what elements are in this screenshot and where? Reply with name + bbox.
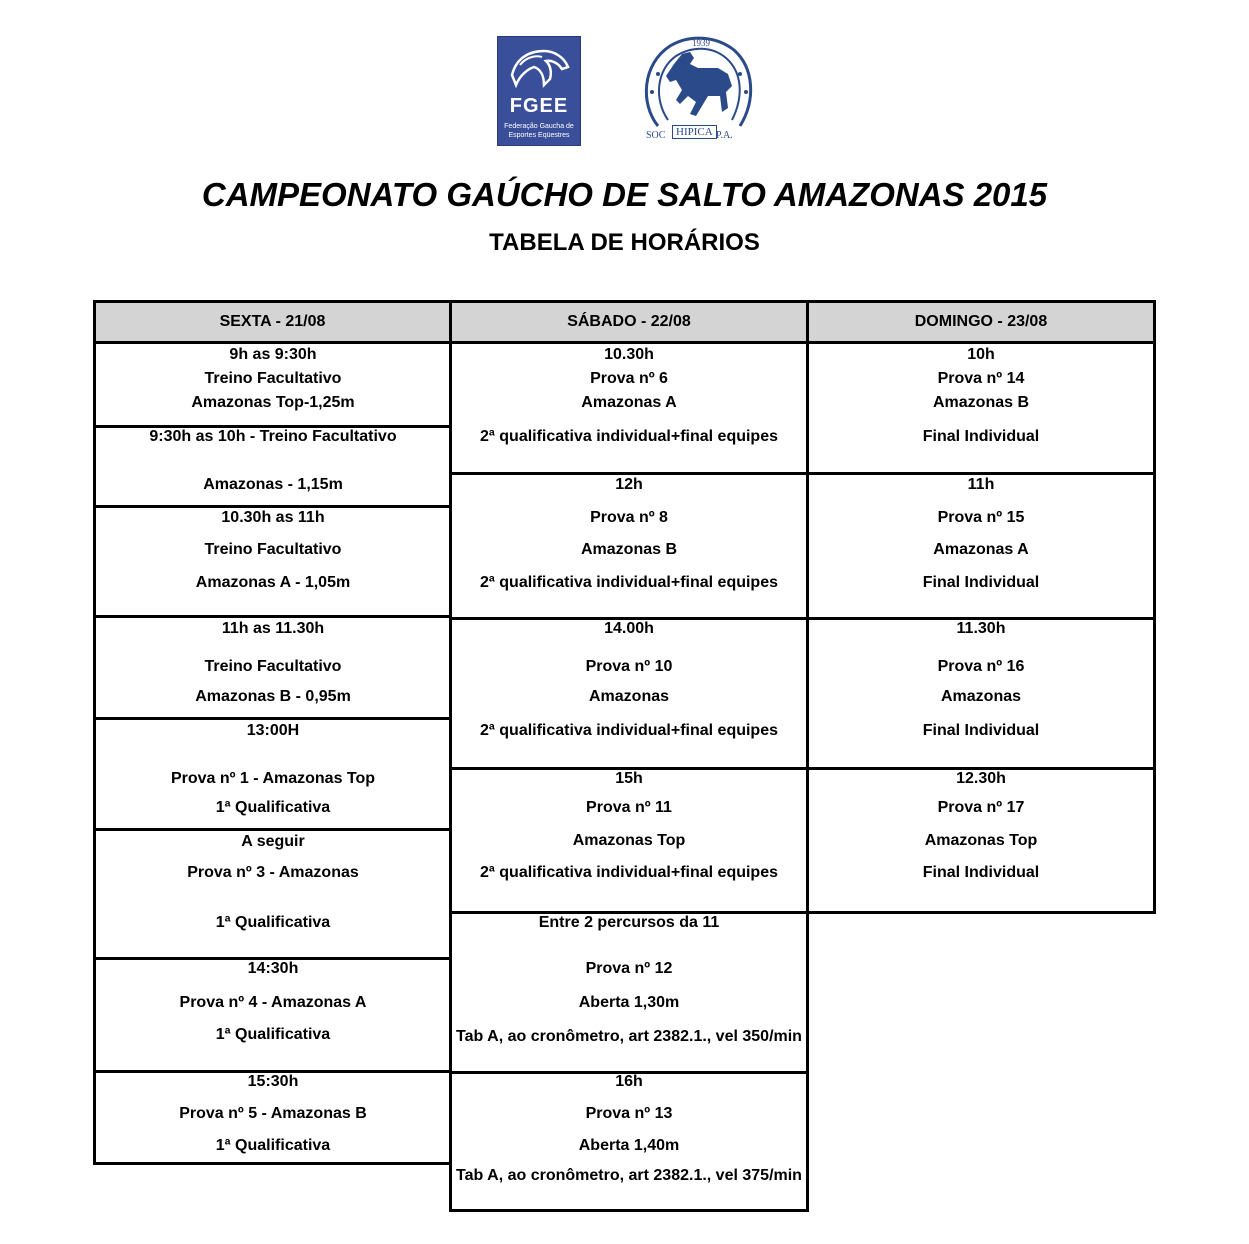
friday-event: Treino Facultativo xyxy=(204,541,342,558)
friday-category: 1ª Qualificativa xyxy=(215,1026,331,1043)
friday-category: Amazonas - 1,15m xyxy=(203,476,343,493)
fgee-abbr: FGEE xyxy=(509,95,569,117)
sunday-event: Prova nº 16 xyxy=(937,658,1025,675)
friday-category: 1ª Qualificativa xyxy=(215,914,331,931)
friday-event: Treino Facultativo xyxy=(204,658,342,675)
saturday-note: Tab A, ao cronômetro, art 2382.1., vel 375/min xyxy=(456,1167,802,1184)
saturday-time: 15h xyxy=(615,770,643,787)
sunday-note: Final Individual xyxy=(922,864,1040,881)
saturday-note: 2ª qualificativa individual+final equipes xyxy=(480,428,778,445)
hipica-name: HIPICA xyxy=(672,125,717,139)
friday-time: 15:30h xyxy=(247,1073,299,1090)
saturday-category: Aberta 1,30m xyxy=(578,994,680,1011)
sunday-time: 12.30h xyxy=(956,770,1006,787)
saturday-category: Amazonas B xyxy=(580,541,678,558)
sunday-event: Prova nº 14 xyxy=(937,370,1025,387)
sunday-category: Amazonas Top xyxy=(924,832,1038,849)
saturday-category: Amazonas Top xyxy=(572,832,686,849)
page-title: CAMPEONATO GAÚCHO DE SALTO AMAZONAS 2015 xyxy=(201,176,1048,213)
page-subtitle: TABELA DE HORÁRIOS xyxy=(489,229,760,256)
friday-time: 10.30h as 11h xyxy=(221,509,325,526)
sunday-time: 11.30h xyxy=(956,620,1006,637)
saturday-time: 14.00h xyxy=(604,620,654,637)
sunday-category: Amazonas xyxy=(940,688,1022,705)
friday-time: 9:30h as 10h - Treino Facultativo xyxy=(149,428,397,445)
sunday-note: Final Individual xyxy=(922,722,1040,739)
friday-category: Amazonas B - 0,95m xyxy=(195,688,351,705)
saturday-time: 16h xyxy=(615,1073,643,1090)
sunday-category: Amazonas B xyxy=(932,394,1030,411)
sunday-note: Final Individual xyxy=(922,574,1040,591)
friday-event: Prova nº 1 - Amazonas Top xyxy=(170,770,376,787)
rearing-horse-icon xyxy=(666,52,732,116)
hipica-pa: P.A. xyxy=(716,130,733,141)
sunday-category: Amazonas A xyxy=(933,541,1029,558)
saturday-time: Entre 2 percursos da 11 xyxy=(538,914,720,931)
saturday-event: Prova nº 10 xyxy=(585,658,673,675)
sunday-time: 10h xyxy=(967,346,995,363)
sunday-event: Prova nº 17 xyxy=(937,799,1025,816)
friday-category: 1ª Qualificativa xyxy=(215,799,331,816)
friday-event: Prova nº 5 - Amazonas B xyxy=(179,1105,367,1122)
friday-time: 13:00H xyxy=(246,722,300,739)
sunday-event: Prova nº 15 xyxy=(937,509,1025,526)
sunday-note: Final Individual xyxy=(922,428,1040,445)
fgee-logo xyxy=(497,36,581,146)
saturday-event: Prova nº 11 xyxy=(586,799,672,816)
saturday-event: Prova nº 8 xyxy=(590,509,668,526)
saturday-time: 12h xyxy=(615,476,643,493)
header-friday: SEXTA - 21/08 xyxy=(93,300,452,344)
saturday-note: 2ª qualificativa individual+final equipes xyxy=(480,864,778,881)
saturday-category: Aberta 1,40m xyxy=(578,1137,680,1154)
friday-event: Treino Facultativo xyxy=(204,370,342,387)
friday-category: 1ª Qualificativa xyxy=(215,1137,331,1154)
saturday-note: 2ª qualificativa individual+final equipes xyxy=(480,722,778,739)
fgee-name-line2: Esportes Eqüestres xyxy=(508,132,570,139)
friday-event: Prova nº 3 - Amazonas xyxy=(187,864,359,881)
horse-head-icon xyxy=(506,45,572,93)
friday-time: 9h as 9:30h xyxy=(229,346,317,363)
fgee-fullname xyxy=(500,122,578,140)
fgee-name-line1: Federação Gaucha de xyxy=(504,123,574,130)
hipica-soc: SOC xyxy=(646,130,666,141)
saturday-note: Tab A, ao cronômetro, art 2382.1., vel 350/min xyxy=(456,1028,802,1045)
saturday-note: 2ª qualificativa individual+final equipes xyxy=(480,574,778,591)
saturday-category: Amazonas xyxy=(588,688,670,705)
saturday-event: Prova nº 6 xyxy=(590,370,668,387)
friday-time: 11h as 11.30h xyxy=(221,620,325,637)
friday-event: Prova nº 4 - Amazonas A xyxy=(179,994,367,1011)
saturday-category: Amazonas A xyxy=(581,394,677,411)
sunday-time: 11h xyxy=(967,476,995,493)
friday-category: Amazonas Top-1,25m xyxy=(191,394,355,411)
saturday-event: Prova nº 13 xyxy=(585,1105,673,1122)
saturday-time: 10.30h xyxy=(604,346,654,363)
saturday-event: Prova nº 12 xyxy=(585,960,673,977)
friday-time: A seguir xyxy=(241,833,305,850)
header-sunday: DOMINGO - 23/08 xyxy=(806,300,1156,344)
hipica-year: 1939 xyxy=(692,38,710,48)
friday-time: 14:30h xyxy=(247,960,299,977)
friday-category: Amazonas A - 1,05m xyxy=(195,574,351,591)
header-saturday: SÁBADO - 22/08 xyxy=(449,300,809,344)
